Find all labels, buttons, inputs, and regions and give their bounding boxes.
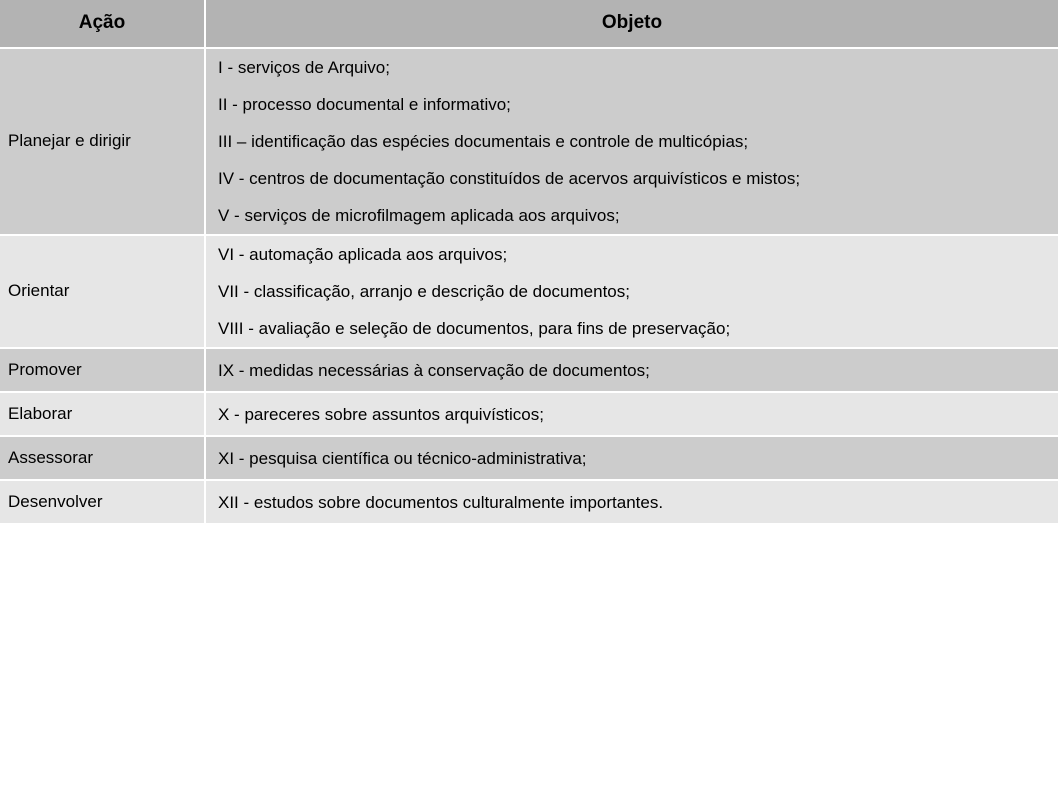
table-row bbox=[0, 348, 1058, 392]
acao-label: Planejar e dirigir bbox=[8, 131, 131, 151]
objeto-item: IX - medidas necessárias à conservação de documentos; bbox=[218, 360, 650, 380]
acao-label: Promover bbox=[8, 360, 82, 379]
objeto-item: IV - centros de documentação constituídos de acervos arquivísticos e mistos; bbox=[218, 169, 801, 188]
cell-acao bbox=[0, 480, 205, 524]
objeto-item: XII - estudos sobre documentos culturalmente importantes. bbox=[218, 492, 664, 512]
objeto-item: VI - automação aplicada aos arquivos; bbox=[218, 245, 508, 264]
column-header-objeto: Objeto bbox=[205, 0, 1058, 48]
table-row bbox=[0, 235, 1058, 348]
acao-label: Desenvolver bbox=[8, 492, 103, 512]
objeto-item: VII - classificação, arranjo e descrição de documentos; bbox=[218, 282, 630, 301]
cell-acao bbox=[0, 348, 205, 392]
table-row bbox=[0, 436, 1058, 480]
objeto-item: I - serviços de Arquivo; bbox=[218, 58, 390, 77]
objeto-item: X - pareceres sobre assuntos arquivísticos; bbox=[218, 404, 544, 424]
objeto-item: XI - pesquisa científica ou técnico-administrativa; bbox=[218, 448, 587, 468]
cell-acao bbox=[0, 436, 205, 480]
acao-label: Assessorar bbox=[8, 448, 94, 468]
objeto-item: V - serviços de microfilmagem aplicada aos arquivos; bbox=[218, 206, 620, 225]
cell-objeto bbox=[205, 235, 1058, 348]
cell-objeto bbox=[205, 392, 1058, 436]
cell-objeto bbox=[205, 480, 1058, 524]
objeto-item: II - processo documental e informativo; bbox=[218, 95, 511, 114]
cell-acao bbox=[0, 48, 205, 235]
table-header bbox=[0, 0, 1058, 48]
cell-objeto bbox=[205, 48, 1058, 235]
table-row bbox=[0, 480, 1058, 524]
objeto-item: VIII - avaliação e seleção de documentos, para fins de preservação; bbox=[218, 319, 731, 338]
column-header-acao: Ação bbox=[0, 0, 205, 48]
acao-label: Elaborar bbox=[8, 404, 73, 424]
acao-label: Orientar bbox=[8, 281, 70, 301]
cell-objeto bbox=[205, 436, 1058, 480]
cell-acao bbox=[0, 235, 205, 348]
objeto-item: III – identificação das espécies documentais e controle de multicópias; bbox=[218, 132, 749, 151]
table-header-row bbox=[0, 0, 1058, 48]
table-body bbox=[0, 48, 1058, 524]
table-row bbox=[0, 392, 1058, 436]
cell-objeto bbox=[205, 348, 1058, 392]
table-row bbox=[0, 48, 1058, 235]
cell-acao bbox=[0, 392, 205, 436]
